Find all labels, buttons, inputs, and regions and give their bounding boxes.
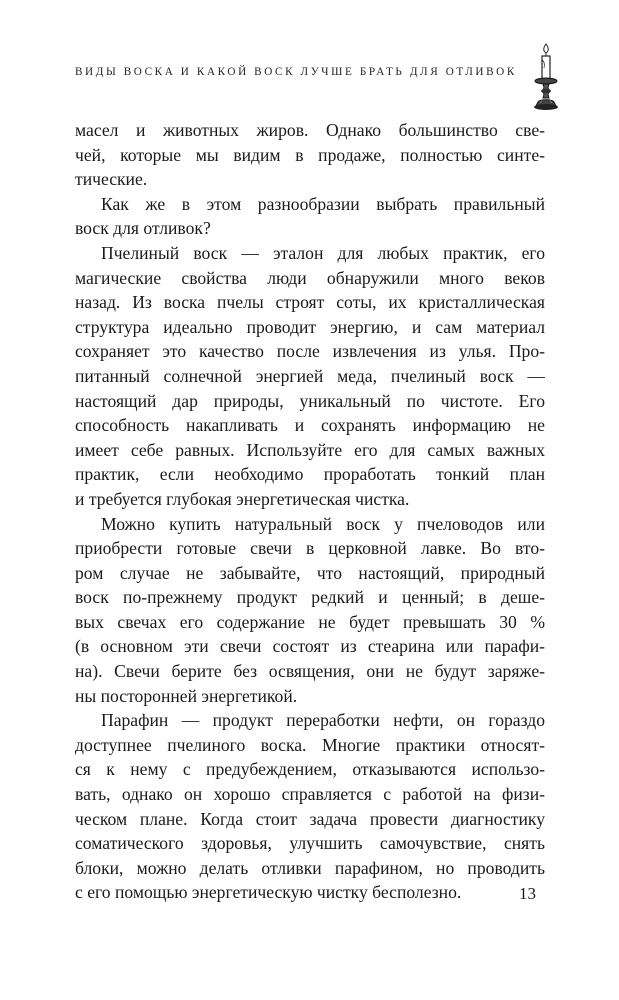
text-line: ся к нему с предубеждением, отказываются использо-: [75, 759, 545, 780]
text-line: Как же в этом разнообразии выбрать правильный: [101, 193, 545, 214]
text-line: масел и животных жиров. Однако большинство све-: [75, 120, 545, 140]
text-line: воск для отливок?: [75, 218, 211, 239]
text-line: ческом плане. Когда стоит задача провести диагностику: [75, 808, 545, 829]
text-line: доступнее пчелиного воска. Многие практики относят-: [75, 734, 545, 755]
text-line: вать, однако он хорошо справляется с работой на физи-: [75, 784, 545, 805]
text-line: Можно купить натуральный воск у пчеловодов или: [101, 513, 545, 534]
text-line: ны посторонней энергетикой.: [75, 685, 298, 706]
text-line: тические.: [75, 169, 148, 190]
text-line: назад. Из воска пчелы строят соты, их кристаллическая: [75, 292, 545, 313]
text-line: чей, которые мы видим в продаже, полностью синте-: [75, 144, 545, 165]
text-line: Парафин — продукт переработки нефти, он гораздо: [101, 710, 545, 731]
page-number: 13: [519, 884, 536, 903]
running-head: ВИДЫ ВОСКА И КАКОЙ ВОСК ЛУЧШЕ БРАТЬ ДЛЯ ОТЛИВОК: [75, 66, 517, 78]
text-line: Пчелиный воск — эталон для любых практик, его: [101, 242, 545, 263]
candlestick-icon: [528, 42, 564, 114]
text-line: структура идеально проводит энергию, и сам материал: [75, 316, 545, 337]
text-line: практик, если необходимо проработать тонкий план: [75, 464, 545, 485]
text-line: соматического здоровья, улучшить самочувствие, снять: [75, 833, 545, 854]
text-line: питанный солнечной энергией меда, пчелиный воск —: [75, 365, 545, 386]
text-line: способность накапливать и сохранять информацию не: [75, 415, 545, 436]
text-line: сохраняет это качество после извлечения из улья. Про-: [75, 341, 545, 362]
text-line: (в основном эти свечи состоят из стеарина или парафи-: [75, 636, 545, 657]
text-line: блоки, можно делать отливки парафином, но проводить: [75, 857, 545, 878]
text-line: ром случае не забывайте, что настоящий, природный: [75, 562, 545, 583]
text-line: вых свечах его содержание не будет превышать 30 %: [75, 611, 545, 632]
text-line: настоящий дар природы, уникальный по чистоте. Его: [75, 390, 545, 411]
text-line: приобрести готовые свечи в церковной лавке. Во вто-: [75, 538, 545, 559]
body-text: [75, 118, 545, 905]
text-line: магические свойства люди обнаружили много веков: [75, 267, 545, 288]
text-line: воск по-прежнему продукт редкий и ценный; в деше-: [75, 587, 545, 608]
text-line: имеет себе равных. Используйте его для самых важных: [75, 439, 545, 460]
text-line: и требуется глубокая энергетическая чистка.: [75, 488, 410, 509]
text-line: на). Свечи берите без освящения, они не будут заряже-: [75, 661, 545, 682]
text-line: с его помощью энергетическую чистку бесполезно.: [75, 882, 462, 903]
